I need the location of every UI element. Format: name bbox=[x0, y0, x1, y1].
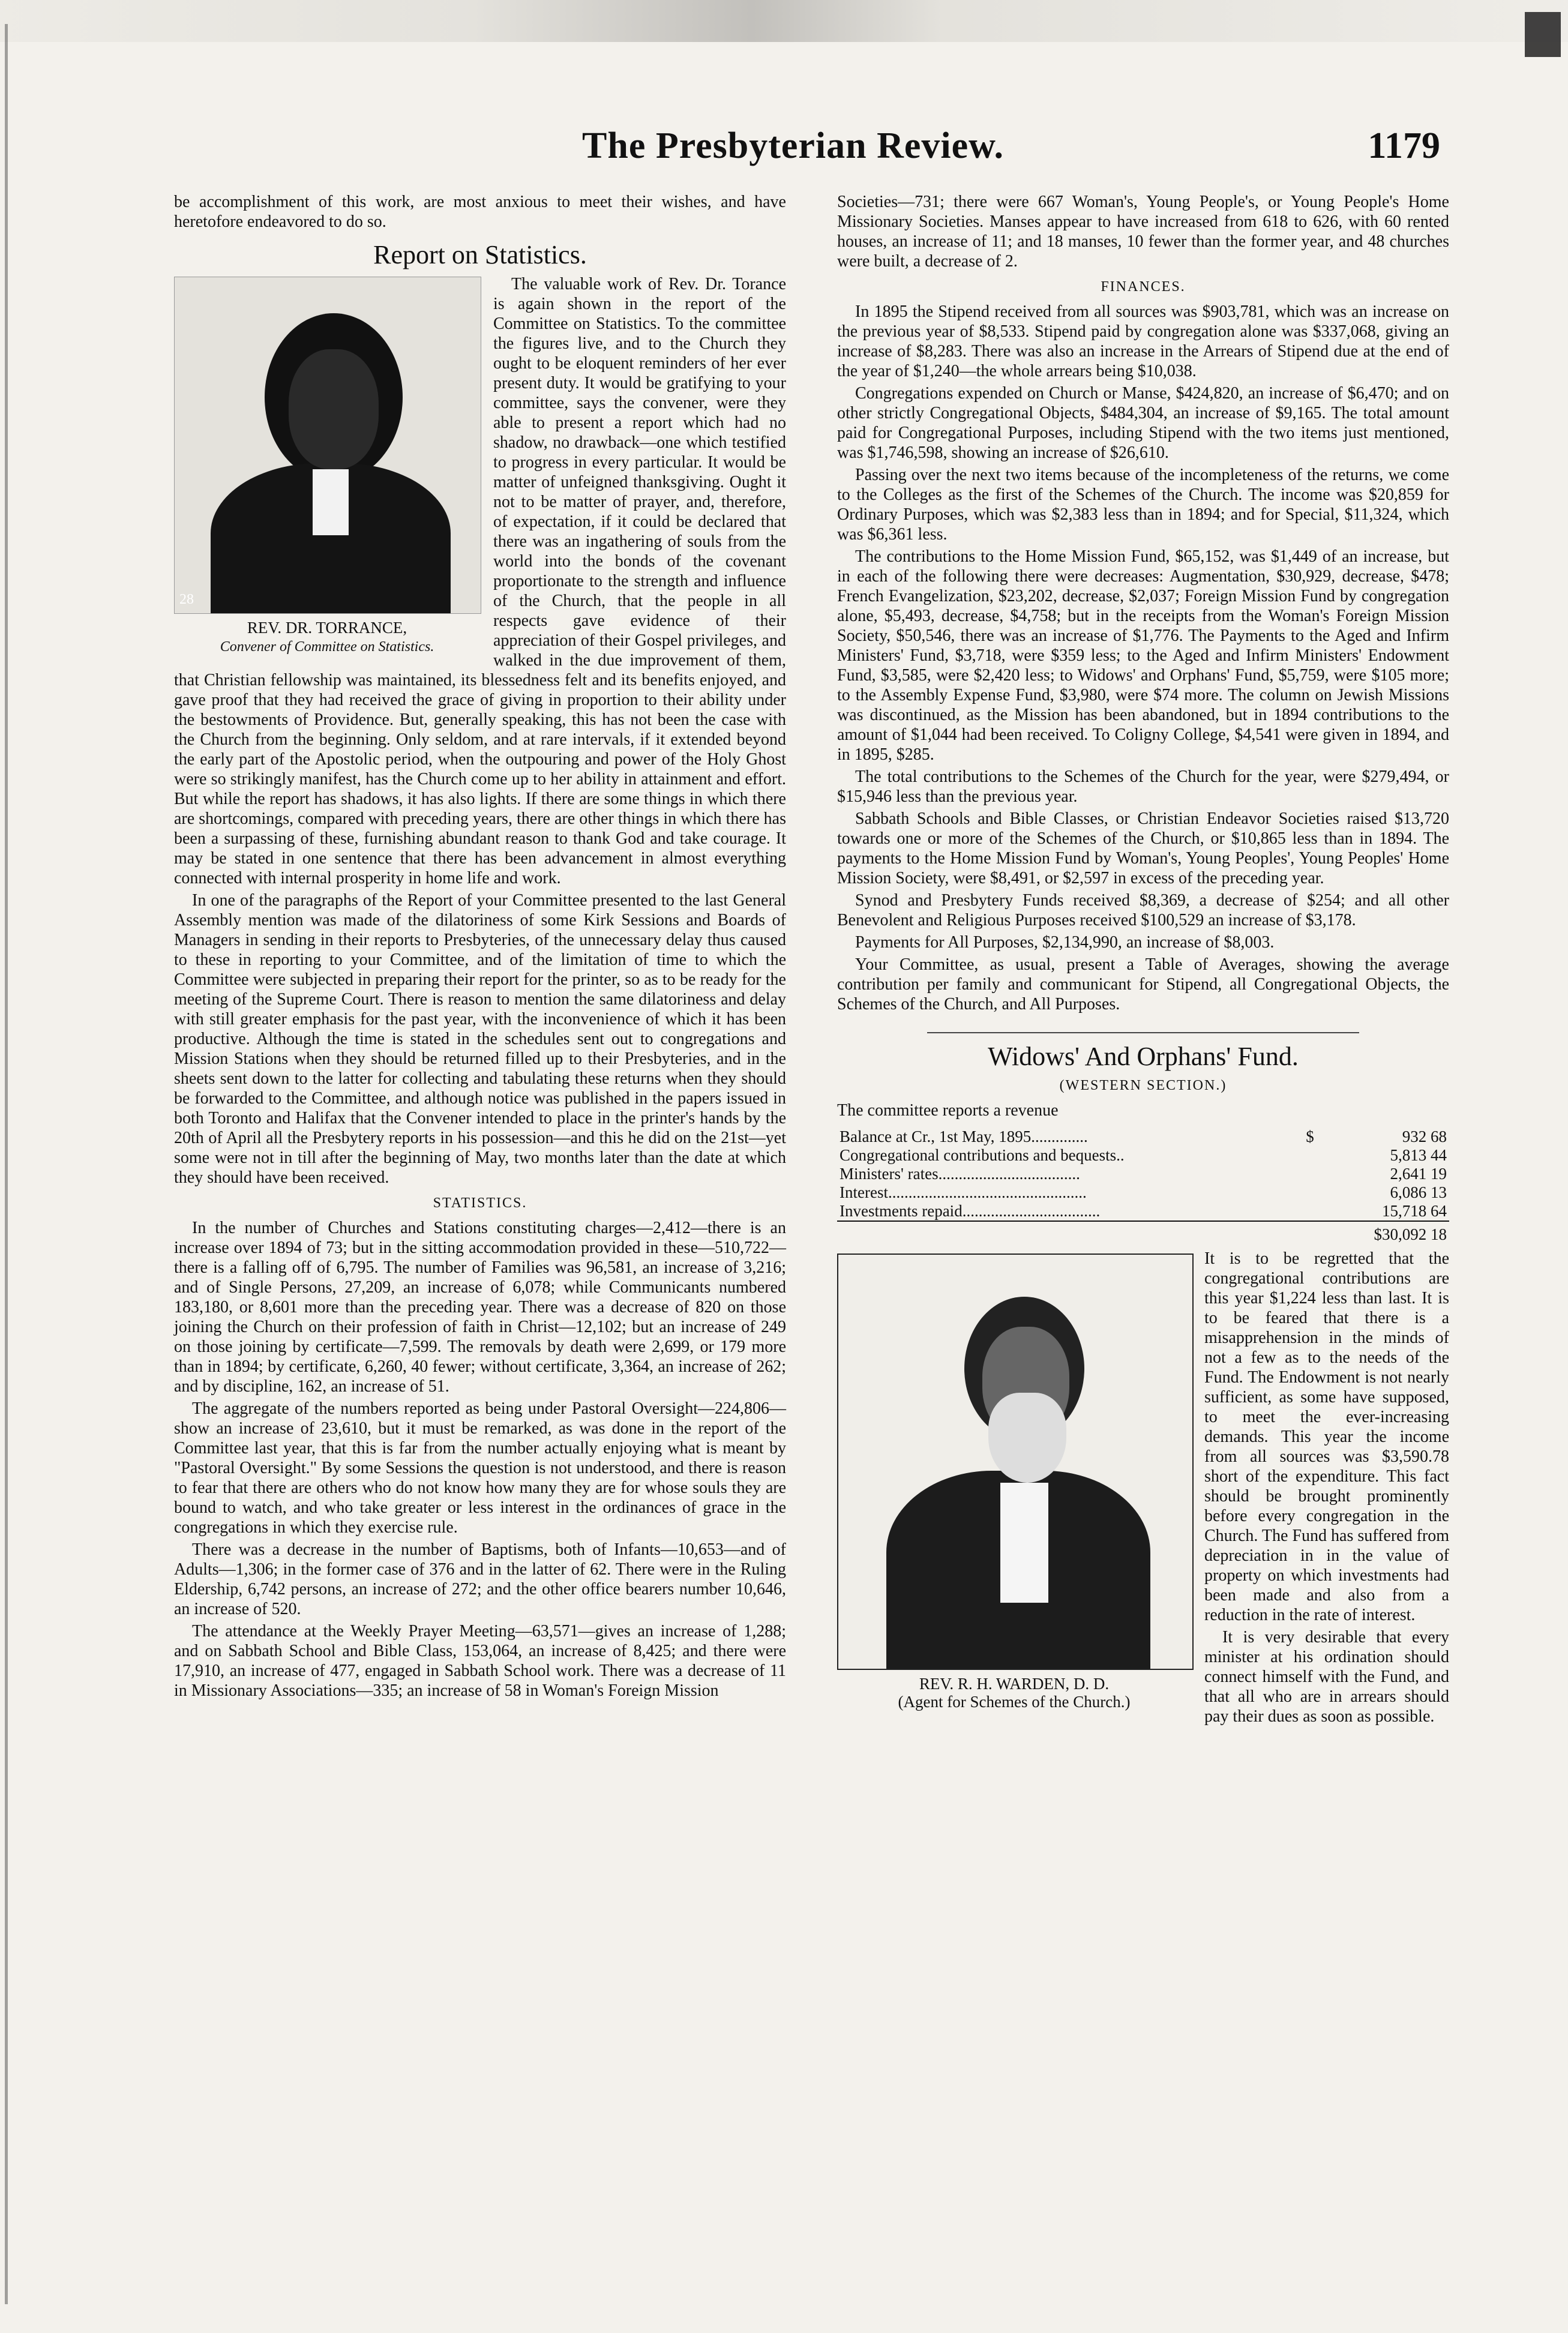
statistics-paragraph-1: The valuable work of Rev. Dr. Torance is again shown in the report of the Committee on Statistics. To the committee the figures live, and to the Church they ought to be eloquent reminders of her ever present duty. It would be gratifying to your committee, says the convener, were they able to present a report which had no shadow, no drawback—one which testified to progress in every particular. It would be matter of unfeigned thanksgiving. Ought it not to be matter of prayer, and, therefore, of expectation, if it could be declared that there was an ingathering of souls from the world into the bonds of the covenant proportionate to the strength and influence of the Church, that the people in all respects gave evidence of their appreciation of their Gospel privileges, and walked in the due improvement of them, that Christian fellowship was maintained, its blessedness felt and its benefits enjoyed, and gave proof that they had received the grace of giving in proportion to their ability under the bestowments of Providence. But, generally speaking, this has not been the case with the Church from the beginning. Only seldom, and at rare intervals, if it extended beyond the early part of the Apostolic period, when the outpouring and power of the Holy Ghost were so strikingly manifest, has the Church come up to her ability in attainment and effort. But while the report has shadows, it has also lights. If there are some things in which there are shortcomings, compared with preceding years, there are other things in which there has been a surpassing of these, furnishing abundant reason to thank God and take courage. It may be stated in one sentence that there has been advancement in almost everything connected with internal prosperity in home life and work. bbox=[174, 275, 786, 887]
revenue-row bbox=[837, 1183, 1449, 1202]
revenue-currency bbox=[1296, 1146, 1324, 1165]
revenue-row bbox=[837, 1202, 1449, 1221]
finances-paragraph-5: The total contributions to the Schemes of the Church for the year, were $279,494, or $15,946 less than the previous year. bbox=[837, 767, 1449, 806]
left-column bbox=[174, 192, 786, 1703]
intro-paragraph: be accomplishment of this work, are most anxious to meet their wishes, and have heretofore endeavored to do so. bbox=[174, 193, 786, 231]
statistics-paragraph-3: In the number of Churches and Stations constituting charges—2,412—there is an increase over 1894 of 73; but in the sitting accommodation provided in these—510,722—there is a falling off of 6,795. The number of Families was 96,581, an increase of 3,216; and of Single Persons, 27,209, an increase of 6,078; while Communicants numbered 183,180, or 8,601 more than the preceding year. There was a decrease of 820 on those joining the Church on their profession of faith in Christ—12,102; but an increase of 249 on those joining by certificate—7,599. The removals by death were 2,699, or 179 more than in 1894; by certificate, 6,260, 40 fewer; without certificate, 3,364, an increase of 262; and by discipline, 162, an increase of 51. bbox=[174, 1219, 786, 1396]
statistics-heading: STATISTICS. bbox=[433, 1195, 527, 1211]
revenue-row bbox=[837, 1165, 1449, 1183]
right-column bbox=[837, 192, 1449, 1729]
revenue-currency bbox=[1296, 1202, 1324, 1221]
right-paragraph-1: Societies—731; there were 667 Woman's, Young People's, or Young People's Home Missionary Societies. Manses appear to have increased from 618 to 626, with 60 rented houses, an increase of 11; and 18 manses, 10 fewer than the former year, and 48 churches were built, a decrease of 2. bbox=[837, 193, 1449, 271]
widows-fund-text-1: It is to be regretted that the congregational contributions are this year $1,224 less than last. It is to be feared that there is a misapprehension in the minds of not a few as to the needs of the Fund. The Endowment is not nearly sufficient, as some have supposed, to meet the ever-increasing demands. This year the income from all sources was $3,590.78 short of the expenditure. This fact should be brought prominently before every congregation in the Church. The Fund has suffered from depreciation in in the value of property on which investments had been made and also from a reduction in the rate of interest. bbox=[1204, 1249, 1449, 1624]
finances-paragraph-6: Sabbath Schools and Bible Classes, or Christian Endeavor Societies raised $13,720 towards one or more of the Schemes of the Church, or $10,865 less than in 1894. The payments to the Home Mission Fund by Woman's, Young Peoples', Young Peoples' Home Mission Society, were $8,491, or $2,597 in excess of the preceding year. bbox=[837, 809, 1449, 887]
section-divider bbox=[927, 1032, 1359, 1033]
page-number: 1179 bbox=[1368, 125, 1440, 166]
finances-heading: FINANCES. bbox=[1101, 279, 1186, 295]
widows-fund-section: (WESTERN SECTION.) bbox=[1059, 1078, 1227, 1093]
revenue-label: Balance at Cr., 1st May, 1895.............. bbox=[840, 1127, 1088, 1145]
revenue-amount: 15,718 64 bbox=[1382, 1202, 1447, 1220]
portrait-name: REV. DR. TORRANCE, bbox=[247, 619, 407, 637]
photo-torrance bbox=[174, 277, 481, 614]
finances-paragraph-4: The contributions to the Home Mission Fund, $65,152, was $1,449 of an increase, but in each of the following there were decreases: Augmentation, $30,929, decrease, $478; French Evangelization, $23,202, decrease, $2,037; Foreign Mission Fund by congregation alone, $5,493, decrease, $4,758; but in the receipts from the Woman's Foreign Mission Society, $50,546, there was an increase of $1,776. The Payments to the Aged and Infirm Ministers' Fund, $3,718, were $359 less; to the Aged and Infirm Ministers' Endowment Fund, $3,585, were $2,420 less; to Widows' and Orphans' Fund, $5,759, were $105 more; to the Assembly Expense Fund, $3,980, were $74 more. The column on Jewish Missions was discontinued, as the Mission has been abandoned, but in 1894 contributions to the amount of $1,044 had been received. To Coligny College, $4,541 were given in 1894, and in 1895, $285. bbox=[837, 547, 1449, 764]
finances-paragraph-8: Payments for All Purposes, $2,134,990, an increase of $8,003. bbox=[855, 933, 1275, 952]
portrait2-name: REV. R. H. WARDEN, D. D. bbox=[919, 1675, 1110, 1693]
finances-paragraph-9: Your Committee, as usual, present a Table of Averages, showing the average contribution per family and communicant for Stipend, all Congregational Objects, the Schemes of the Church, and All Purposes. bbox=[837, 955, 1449, 1013]
revenue-label: Investments repaid.................................. bbox=[840, 1202, 1101, 1220]
revenue-label: Interest................................................. bbox=[840, 1183, 1087, 1201]
portrait-torrance bbox=[174, 277, 480, 656]
revenue-table bbox=[837, 1127, 1449, 1244]
portrait2-role: (Agent for Schemes of the Church.) bbox=[898, 1693, 1131, 1711]
photo-warden bbox=[837, 1254, 1194, 1670]
revenue-total-row bbox=[837, 1221, 1449, 1244]
revenue-currency bbox=[1296, 1165, 1324, 1183]
photo-plate-number: 28 bbox=[179, 592, 194, 607]
statistics-paragraph-4: The aggregate of the numbers reported as being under Pastoral Oversight—224,806—show an increase of 23,610, but it must be remarked, as was done in the report of the Committee last year, that this is far from the number actually enjoying what is meant by "Pastoral Oversight." By some Sessions the question is not understood, and there is reason to fear that there are others who do not know how many they are for whose souls they are bound to watch, and who take greater or less interest in the ordinances of grace in the congregations in which they exercise rule. bbox=[174, 1399, 786, 1537]
scan-artifact-left-edge bbox=[5, 24, 41, 2304]
revenue-amount: 6,086 13 bbox=[1390, 1183, 1447, 1201]
revenue-amount: 5,813 44 bbox=[1390, 1146, 1447, 1164]
portrait2-caption bbox=[837, 1675, 1191, 1711]
revenue-currency: $ bbox=[1306, 1127, 1314, 1145]
scan-artifact-right-corner bbox=[1525, 12, 1561, 57]
finances-paragraph-1: In 1895 the Stipend received from all sources was $903,781, which was an increase on the previous year of $8,533. Stipend paid by congregation alone was $337,068, giving an increase of $8,283. There was also an increase in the Arrears of Stipend due at the end of the year of $1,240—the whole arrears being $10,038. bbox=[837, 302, 1449, 380]
portrait-role: Convener of Committee on Statistics. bbox=[220, 639, 434, 655]
statistics-paragraph-5: There was a decrease in the number of Baptisms, both of Infants—10,653—and of Adults—1,306; in the former case of 376 and in the latter of 62. There were in the Ruling Eldership, 6,742 persons, an increase of 272; and the other office bearers number 10,646, an increase of 520. bbox=[174, 1540, 786, 1618]
revenue-total: $30,092 18 bbox=[1324, 1221, 1449, 1244]
revenue-amount: 2,641 19 bbox=[1390, 1165, 1447, 1183]
statistics-paragraph-2: In one of the paragraphs of the Report of your Committee presented to the last General Assembly mention was made of the dilatoriness of some Kirk Sessions and Boards of Managers in sending in their reports to Presbyteries, of the unnecessary delay thus caused to these in reporting to your Committee, and of the limitation of time to which the Committee were subjected in preparing their report for the printer, so as to be ready for the meeting of the Supreme Court. There is reason to mention the same dilatoriness and delay with still greater emphasis for the past year, with the inconvenience of which it has been productive. Although the time is stated in the schedules sent out to congregations and Mission Stations when they should be returned filled up to their Presbyteries, and in the sheets sent down to the latter for collecting and tabulating these returns when they should be forwarded to the Committee, and although notice was published in the papers issued in both Toronto and Halifax that the Convener intended to place in the printer's hands by the 20th of April all the Presbytery reports in his possession—and this he did on the 21st—yet some were not in till after the beginning of May, two months later than the date at which they should have been received. bbox=[174, 891, 786, 1187]
portrait-warden bbox=[837, 1254, 1191, 1711]
revenue-row bbox=[837, 1127, 1449, 1146]
statistics-paragraph-6: The attendance at the Weekly Prayer Meeting—63,571—gives an increase of 1,288; and on Sabbath School and Bible Class, 153,064, an increase of 8,425; and there were 17,910, an increase of 477, engaged in Sabbath School work. There was a decrease of 11 in Missionary Associations—335; an increase of 58 in Woman's Foreign Mission bbox=[174, 1622, 786, 1700]
publication-title: The Presbyterian Review. bbox=[582, 125, 1005, 166]
finances-paragraph-3: Passing over the next two items because of the incompleteness of the returns, we come to the Colleges as the first of the Schemes of the Church. The income was $20,859 for Ordinary Purposes, which was $2,383 less than in 1894; and for Special, $11,324, which was $6,361 less. bbox=[837, 466, 1449, 544]
page-header bbox=[138, 125, 1440, 179]
widows-fund-title: Widows' And Orphans' Fund. bbox=[988, 1042, 1299, 1071]
revenue-amount: 932 68 bbox=[1402, 1127, 1447, 1145]
report-on-statistics-title: Report on Statistics. bbox=[373, 240, 587, 269]
revenue-currency bbox=[1296, 1183, 1324, 1202]
widows-fund-intro: The committee reports a revenue bbox=[837, 1101, 1059, 1120]
finances-paragraph-2: Congregations expended on Church or Manse, $424,820, an increase of $6,470; and on other strictly Congregational Objects, $484,304, an increase of $9,165. The total amount paid for Congregational Purposes, including Stipend with the two items just mentioned, was $1,746,598, showing an increase of $26,610. bbox=[837, 384, 1449, 462]
revenue-label: Congregational contributions and bequests.. bbox=[840, 1146, 1125, 1164]
portrait-caption bbox=[174, 619, 480, 656]
revenue-row bbox=[837, 1146, 1449, 1165]
finances-paragraph-7: Synod and Presbytery Funds received $8,369, a decrease of $254; and all other Benevolent and Religious Purposes received $100,529 an increase of $3,178. bbox=[837, 891, 1449, 929]
widows-fund-paragraph-2: It is very desirable that every minister at his ordination should connect himself with the Fund, and that all who are in arrears should pay their dues as soon as possible. bbox=[1204, 1628, 1449, 1726]
revenue-label: Ministers' rates................................... bbox=[840, 1165, 1080, 1183]
scan-artifact-top bbox=[0, 0, 1568, 42]
